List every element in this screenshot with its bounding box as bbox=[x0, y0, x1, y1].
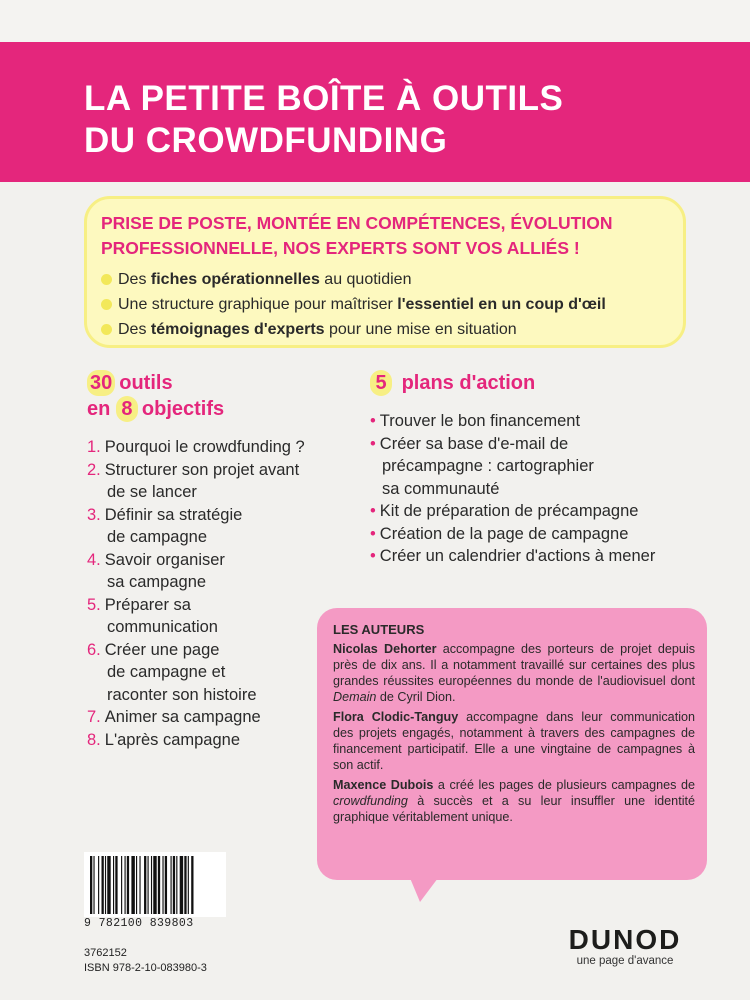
intro-item-pre: Des bbox=[118, 321, 151, 338]
bullet-icon: • bbox=[370, 412, 376, 430]
objective-number: 8. bbox=[87, 730, 101, 749]
barcode-bar bbox=[90, 856, 92, 914]
barcode-bar bbox=[153, 856, 156, 914]
speech-bubble-tail bbox=[410, 878, 438, 902]
objective-number: 5. bbox=[87, 595, 101, 614]
barcode-bar bbox=[102, 856, 104, 914]
ref-code: 3762152 bbox=[84, 947, 127, 959]
intro-item bbox=[101, 267, 606, 292]
publisher-tagline: une page d'avance bbox=[576, 955, 674, 967]
title-line-2: DU CROWDFUNDING bbox=[84, 121, 448, 160]
barcode-bar bbox=[176, 856, 177, 914]
barcode-bar bbox=[165, 856, 167, 914]
objective-text: de campagne et bbox=[107, 663, 226, 681]
barcode-bar bbox=[191, 856, 193, 914]
intro-item bbox=[101, 317, 606, 342]
objectives-count-badge: 8 bbox=[116, 396, 138, 422]
intro-list bbox=[101, 267, 606, 342]
product-codes bbox=[84, 946, 207, 976]
barcode-bar bbox=[121, 856, 122, 914]
plan-text: Kit de préparation de précampagne bbox=[379, 502, 639, 520]
plan-text: précampagne : cartographier bbox=[382, 457, 594, 475]
barcode-bar bbox=[139, 856, 140, 914]
objective-text: de campagne bbox=[107, 528, 207, 546]
author-text: a créé les pages de plusieurs campagnes de bbox=[433, 778, 695, 792]
plan-text: Créer un calendrier d'actions à mener bbox=[379, 547, 656, 565]
objective-item bbox=[87, 706, 305, 729]
objective-number: 2. bbox=[87, 460, 101, 479]
barcode-bar bbox=[144, 856, 146, 914]
barcode-bar bbox=[113, 856, 114, 914]
barcode-bar bbox=[136, 856, 137, 914]
intro-item-bold: l'essentiel en un coup d'œil bbox=[397, 296, 606, 313]
objective-text: sa campagne bbox=[107, 573, 207, 591]
plans-list bbox=[370, 410, 700, 568]
author-name: Flora Clodic-Tanguy bbox=[333, 710, 459, 724]
objective-item bbox=[87, 639, 305, 707]
plans-label: plans d'action bbox=[401, 372, 536, 394]
objective-text: L'après campagne bbox=[104, 730, 241, 749]
barcode-bar bbox=[184, 856, 186, 914]
intro-heading bbox=[101, 211, 681, 261]
author-text: accompagne dans leur communication des projets engagés, notamment à travers des campagnes de financement participatif. Elle a une vingtaine de campagnes à son actif. bbox=[333, 710, 695, 772]
objective-text: de se lancer bbox=[107, 483, 197, 501]
barcode-bar bbox=[171, 856, 172, 914]
plan-text: Création de la page de campagne bbox=[379, 524, 629, 543]
intro-item-bold: témoignages d'experts bbox=[150, 321, 325, 338]
author-name: Nicolas Dehorter bbox=[333, 642, 437, 656]
objective-text: communication bbox=[107, 618, 218, 636]
author-name: Maxence Dubois bbox=[333, 778, 434, 792]
barcode-bar bbox=[162, 856, 163, 914]
tools-label: outils bbox=[119, 372, 173, 394]
author-bio bbox=[333, 709, 695, 773]
author-text: de Cyril Dion. bbox=[376, 690, 456, 704]
intro-heading-line-1: PRISE DE POSTE, MONTÉE EN COMPÉTENCES, ÉVOLUTION bbox=[101, 213, 613, 233]
barcode-bars bbox=[84, 852, 226, 917]
author-text: accompagne des porteurs de projet depuis près de dix ans. Il a notamment travaillé sur certaines des plus grandes réussites européennes du monde de l'audiovisuel dont bbox=[333, 642, 696, 688]
barcode-bar bbox=[148, 856, 149, 914]
authors-title: LES AUTEURS bbox=[333, 622, 425, 637]
bullet-icon: • bbox=[370, 547, 376, 565]
page-title bbox=[84, 78, 563, 162]
barcode-bar bbox=[173, 856, 175, 914]
bullet-dot-icon bbox=[101, 299, 112, 310]
objective-item bbox=[87, 504, 305, 549]
objective-item bbox=[87, 729, 305, 752]
plan-text: Créer sa base d'e-mail de bbox=[379, 434, 569, 453]
objectives-heading bbox=[87, 370, 224, 422]
intro-item-pre: Une structure graphique pour maîtriser bbox=[118, 296, 398, 313]
barcode-bar bbox=[131, 856, 134, 914]
intro-box bbox=[84, 196, 686, 348]
author-italic: Demain bbox=[333, 690, 377, 704]
plan-item bbox=[370, 433, 700, 501]
barcode-bar bbox=[93, 856, 94, 914]
bullet-dot-icon bbox=[101, 324, 112, 335]
plans-heading bbox=[370, 370, 535, 396]
isbn-code: ISBN 978-2-10-083980-3 bbox=[84, 962, 207, 974]
authors-content bbox=[333, 622, 695, 829]
dunod-logo: DUNOD bbox=[568, 924, 682, 955]
bullet-icon: • bbox=[370, 434, 376, 453]
barcode-bar bbox=[98, 856, 99, 914]
objectives-heading-line-2 bbox=[87, 396, 224, 422]
objective-text: Animer sa campagne bbox=[104, 708, 261, 726]
authors-box bbox=[317, 608, 707, 880]
objectives-list bbox=[87, 436, 305, 751]
barcode-bar bbox=[115, 856, 117, 914]
objective-number: 4. bbox=[87, 550, 101, 569]
barcode-bar bbox=[188, 856, 189, 914]
objective-number: 1. bbox=[87, 438, 101, 456]
intro-item-post: au quotidien bbox=[319, 271, 412, 288]
top-strip bbox=[0, 0, 750, 42]
barcode-bar bbox=[125, 856, 126, 914]
objective-number: 7. bbox=[87, 708, 101, 726]
publisher-logo bbox=[560, 925, 690, 967]
en-label: en bbox=[87, 398, 111, 420]
bullet-dot-icon bbox=[101, 274, 112, 285]
objective-item bbox=[87, 594, 305, 639]
objective-text: Structurer son projet avant bbox=[104, 460, 300, 479]
barcode-bar bbox=[151, 856, 152, 914]
plan-item bbox=[370, 545, 700, 568]
intro-item-post: pour une mise en situation bbox=[324, 321, 517, 338]
author-italic: crowdfunding bbox=[333, 794, 408, 808]
barcode-bar bbox=[105, 856, 106, 914]
objective-text: Savoir organiser bbox=[104, 550, 225, 569]
bullet-icon: • bbox=[370, 524, 376, 543]
barcode-image bbox=[84, 852, 226, 917]
barcode-bar bbox=[107, 856, 110, 914]
title-line-1: LA PETITE BOÎTE À OUTILS bbox=[84, 79, 564, 118]
bullet-icon: • bbox=[370, 502, 376, 520]
objective-text: Définir sa stratégie bbox=[104, 505, 243, 524]
plan-text: sa communauté bbox=[382, 479, 500, 498]
header-band bbox=[0, 42, 750, 182]
objective-text: Créer une page bbox=[104, 640, 220, 659]
objective-text: Pourquoi le crowdfunding ? bbox=[104, 438, 305, 456]
objective-item bbox=[87, 549, 305, 594]
plans-count-badge: 5 bbox=[370, 370, 392, 396]
objective-item bbox=[87, 436, 305, 459]
objective-text: Préparer sa bbox=[104, 595, 191, 614]
author-bio bbox=[333, 777, 695, 825]
objective-number: 6. bbox=[87, 640, 101, 659]
barcode-bar bbox=[127, 856, 129, 914]
author-text: à succès et a su leur insuffler une identité graphique véritablement unique. bbox=[333, 794, 695, 824]
objectives-heading-line-1 bbox=[87, 370, 224, 396]
plan-item bbox=[370, 500, 700, 523]
barcode-bar bbox=[180, 856, 183, 914]
objective-text: raconter son histoire bbox=[107, 685, 257, 704]
objective-item bbox=[87, 459, 305, 504]
author-bio bbox=[333, 641, 695, 705]
intro-item bbox=[101, 292, 606, 317]
barcode-digits: 9 782100 839803 bbox=[84, 917, 194, 930]
plan-text: Trouver le bon financement bbox=[379, 412, 581, 430]
intro-item-bold: fiches opérationnelles bbox=[150, 271, 320, 288]
plan-item bbox=[370, 523, 700, 546]
plan-item bbox=[370, 410, 700, 433]
objective-number: 3. bbox=[87, 505, 101, 524]
barcode-bar bbox=[158, 856, 160, 914]
objectives-label: objectifs bbox=[141, 398, 225, 420]
tools-count-badge: 30 bbox=[87, 370, 115, 396]
intro-item-pre: Des bbox=[118, 271, 151, 288]
intro-heading-line-2: PROFESSIONNELLE, NOS EXPERTS SONT VOS ALLIÉS ! bbox=[101, 238, 580, 258]
